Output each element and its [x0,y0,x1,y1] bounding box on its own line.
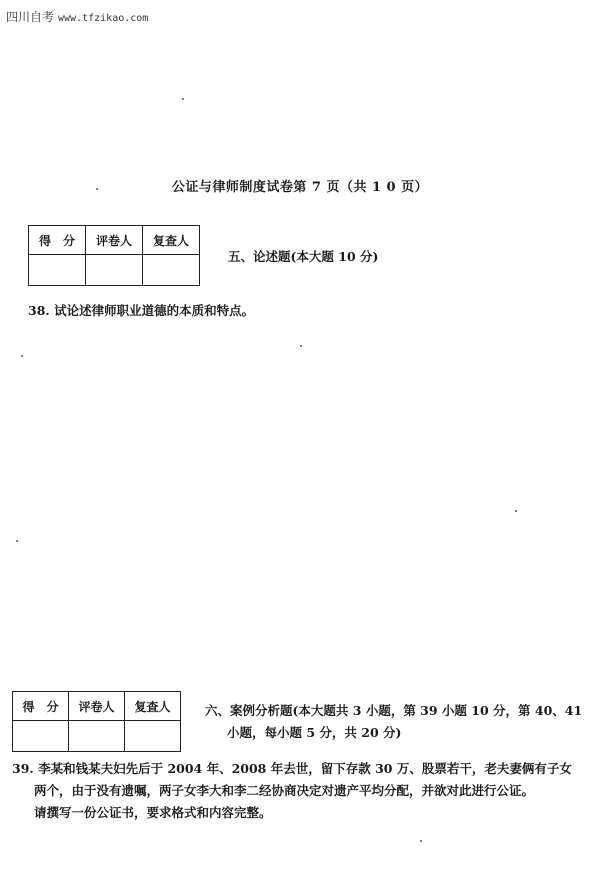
score-table-section5 [28,225,200,286]
scan-speck [182,98,184,100]
score-cell-reviewer [143,255,200,286]
score-cell-grader [69,721,125,752]
score-header-reviewer: 复查人 [125,692,181,721]
question-39-line2: 两个，由于没有遗嘱，两子女李大和李二经协商决定对遗产平均分配，并欲对此进行公证。 [34,783,535,798]
score-header-score: 得 分 [29,226,86,255]
scan-speck [16,540,18,542]
score-table-section6 [12,691,181,752]
score-header-grader: 评卷人 [69,692,125,721]
scan-speck [300,345,302,347]
question-39-line1: 39. 李某和钱某夫妇先后于 2004 年、2008 年去世，留下存款 30 万、股票若干，老夫妻俩有子女 [12,761,572,776]
section6-heading [205,700,600,744]
section6-heading-line1: 六、案例分析题(本大题共 3 小题，第 39 小题 10 分，第 40、41 [205,703,583,718]
watermark-url: www.tfzikao.com [58,13,149,24]
question-39 [12,758,597,824]
scan-speck [96,188,98,190]
score-header-grader: 评卷人 [86,226,143,255]
watermark-site-name: 四川自考 [6,10,55,24]
score-header-score: 得 分 [13,692,69,721]
question-38: 38. 试论述律师职业道德的本质和特点。 [28,303,255,318]
section5-heading: 五、论述题(本大题 10 分) [228,249,379,264]
score-cell-reviewer [125,721,181,752]
question-39-line3: 请撰写一份公证书，要求格式和内容完整。 [34,805,272,820]
score-header-reviewer: 复查人 [143,226,200,255]
page-title: 公证与律师制度试卷第 7 页（共 1 0 页） [171,180,429,195]
score-cell-score [29,255,86,286]
scan-speck [515,510,517,512]
site-watermark [6,8,148,25]
section6-heading-line2: 小题，每小题 5 分，共 20 分) [227,725,402,740]
score-cell-grader [86,255,143,286]
score-cell-score [13,721,69,752]
scan-speck [21,355,23,357]
scan-speck [420,840,422,842]
